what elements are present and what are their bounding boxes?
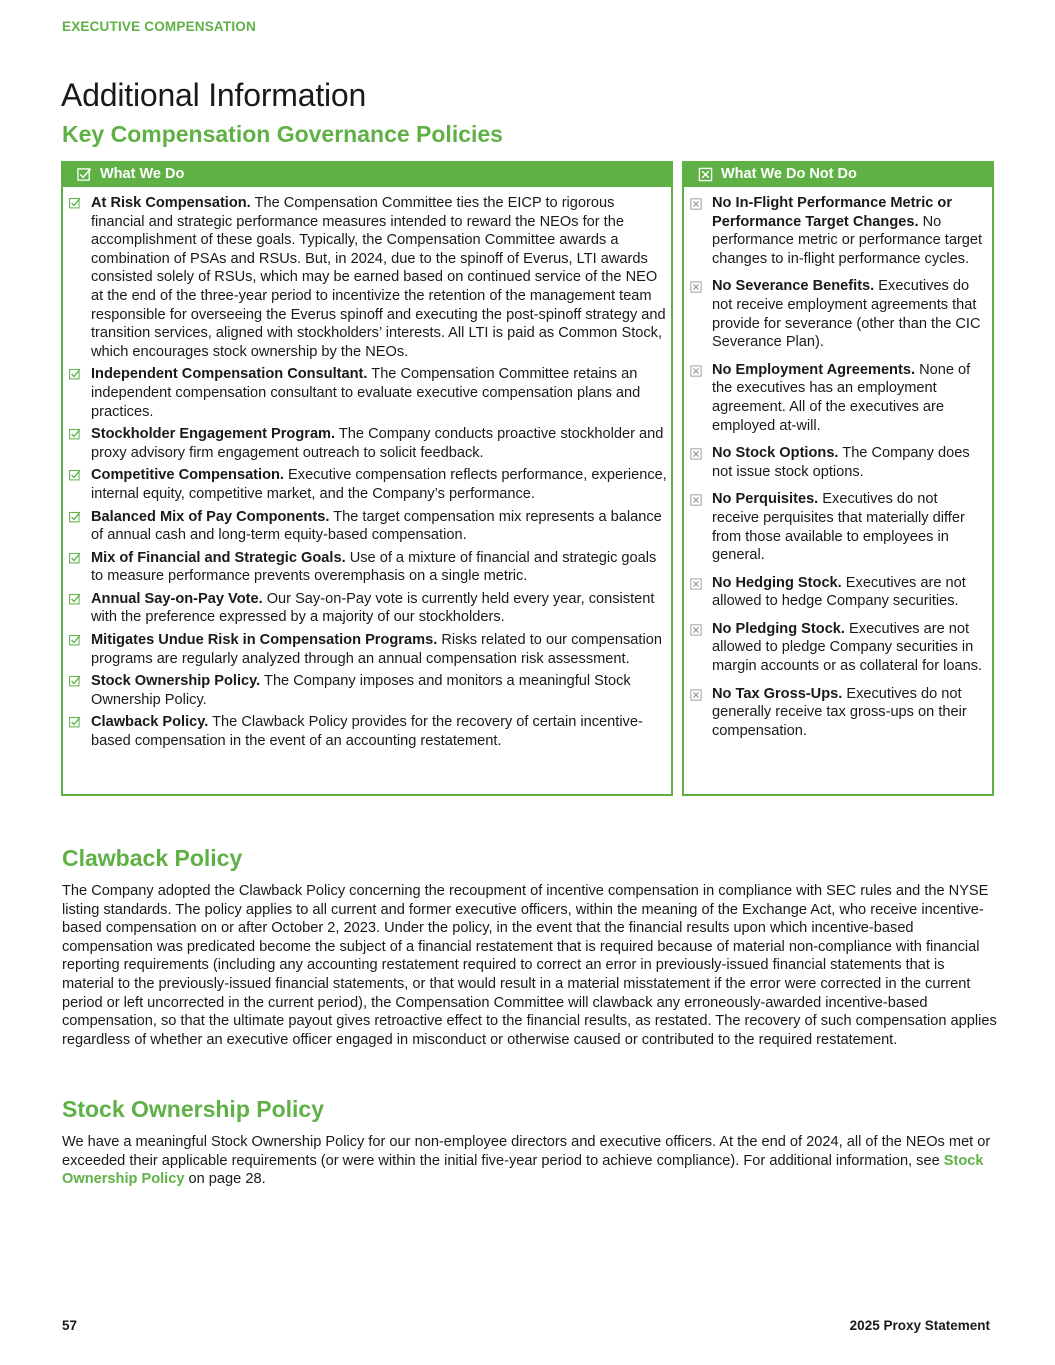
policy-item-title: Stock Ownership Policy. [91, 673, 261, 690]
policy-item-text: Executives do not generally receive tax gross-ups on their compensation. [712, 685, 967, 739]
policy-item-title: No Pledging Stock. [712, 620, 845, 637]
policy-item-text: Executives do not receive perquisites that materially differ from those available to employees in general. [712, 491, 965, 564]
policy-item-text: The Company conducts proactive stockholder and proxy advisory firm engagement outreach to solicit feedback. [91, 426, 664, 461]
policy-item-title: Mitigates Undue Risk in Compensation Programs. [91, 632, 438, 649]
checkbox-x-icon [690, 365, 702, 377]
policy-item [63, 365, 671, 421]
checkbox-checked-icon [69, 552, 81, 564]
policy-item-title: At Risk Compensation. [91, 195, 251, 211]
policy-item-text: Risks related to our compensation programs are regularly analyzed through an annual compensation risk assessment. [91, 632, 662, 667]
policy-item [684, 277, 992, 351]
policy-item-title: No Stock Options. [712, 445, 839, 462]
checkbox-checked-icon [69, 469, 81, 481]
checkbox-checked-icon [77, 167, 92, 182]
policy-item-title: No Perquisites. [712, 491, 819, 508]
page-title: Additional Information [61, 77, 367, 113]
page-number: 57 [62, 1318, 78, 1333]
checkbox-x-icon [690, 578, 702, 590]
policy-item-text: The Clawback Policy provides for the recovery of certain incentive-based compensation in the event of an accounting restatement. [91, 714, 643, 750]
policy-item [684, 620, 992, 676]
checkbox-x-icon [690, 198, 702, 210]
checkbox-checked-icon [69, 675, 81, 687]
what-we-do-heading: What We Do [100, 166, 185, 182]
policy-item-text: The Compensation Committee retains an independent compensation consultant to evaluate executive compensation plans and practices. [91, 366, 641, 420]
policy-item-title: Independent Compensation Consultant. [91, 366, 368, 383]
checkbox-x-icon [690, 281, 702, 293]
policy-item-text: Use of a mixture of financial and strategic goals to measure performance prevents overemphasis on a single metric. [91, 549, 657, 585]
policy-item [684, 490, 992, 564]
policy-item [63, 466, 671, 503]
what-we-do-box [61, 161, 673, 796]
policy-item-title: Stockholder Engagement Program. [91, 426, 336, 443]
policy-item [684, 685, 992, 741]
what-we-do-not-header [684, 161, 992, 187]
policy-item [63, 631, 671, 668]
checkbox-x-icon [698, 167, 713, 182]
policy-item-text: The Company imposes and monitors a meaningful Stock Ownership Policy. [91, 673, 631, 708]
clawback-body: The Company adopted the Clawback Policy concerning the recoupment of incentive compensation in compliance with SEC rules and the NYSE listing standards. The policy applies to all current and former executive officers, within the meaning of the Exchange Act, who receive incentive-based compensation on or after October 2, 2023. Under the policy, in the event that the financial results upon which incentive-based compensation was predicated become the subject of a financial restatement that is required because of material non-compliance with financial reporting requirements (including any accounting restatement required to correct an error in previously-issued financial statements that is material to the previously-issued financial statements, or that would result in a material misstatement if the error were corrected in the current period or left uncorrected in the current period), the Compensation Committee will clawback any erroneously-awarded incentive-based compensation, so that the ultimate payout gives retroactive effect to the financial results, as restated. The recovery of such compensation applies regardless of whether an executive officer engaged in misconduct or otherwise caused or contributed to the required restatement. [62, 883, 997, 1048]
stock-ownership-text-before: We have a meaningful Stock Ownership Policy for our non-employee directors and executive officers. At the end of 2024, all of the NEOs met or exceeded their applicable requirements (or were within the initial five-year period to achieve compliance). For additional information, see [62, 1134, 991, 1169]
policy-item-title: Annual Say-on-Pay Vote. [91, 590, 263, 607]
policy-item-text: Our Say-on-Pay vote is currently held every year, consistent with the preference expressed by a majority of our stockholders. [91, 590, 655, 626]
policy-item-title: Clawback Policy. [91, 714, 209, 731]
policy-item [63, 549, 671, 586]
policy-item [63, 425, 671, 462]
stock-ownership-text-after: on page 28. [184, 1171, 266, 1188]
policy-item-title: No In-Flight Performance Metric or Performance Target Changes. [712, 195, 953, 230]
checkbox-checked-icon [69, 197, 81, 209]
policy-item-text: None of the executives has an employment agreement. All of the executives are employed at-will. [712, 361, 971, 434]
policy-item-text: Executives are not allowed to hedge Company securities. [712, 574, 966, 610]
what-we-do-not-list [684, 187, 992, 740]
clawback-heading: Clawback Policy [62, 845, 243, 871]
policy-item [63, 508, 671, 545]
checkbox-checked-icon [69, 428, 81, 440]
checkbox-checked-icon [69, 593, 81, 605]
stock-ownership-policy-link[interactable]: Stock Ownership Policy [62, 1152, 984, 1188]
checkbox-x-icon [690, 448, 702, 460]
policy-item [684, 574, 992, 611]
checkbox-x-icon [690, 494, 702, 506]
checkbox-checked-icon [69, 368, 81, 380]
governance-subtitle: Key Compensation Governance Policies [62, 121, 503, 147]
policy-item-text: Executives are not allowed to pledge Company securities in margin accounts or as collateral for loans. [712, 620, 983, 675]
policy-item-title: Competitive Compensation. [91, 467, 284, 484]
checkbox-checked-icon [69, 716, 81, 728]
policy-item-text: The target compensation mix represents a balance of annual cash and long-term equity-based compensation. [91, 508, 662, 544]
policy-item-text: Executives do not receive employment agreements that provide for severance (other than the CIC Severance Plan). [712, 278, 981, 351]
policy-item-text: Executive compensation reflects performance, experience, internal equity, competitive market, and the Company’s performance. [91, 467, 667, 502]
policy-item-title: No Severance Benefits. [712, 278, 875, 295]
checkbox-checked-icon [69, 634, 81, 646]
policy-item [684, 444, 992, 481]
policy-item [63, 590, 671, 627]
policy-item [684, 194, 992, 268]
checkbox-x-icon [690, 689, 702, 701]
section-label: EXECUTIVE COMPENSATION [62, 19, 256, 34]
policy-item-text: The Company does not issue stock options. [712, 445, 970, 480]
policy-item [63, 672, 671, 709]
policy-item-title: No Employment Agreements. [712, 361, 916, 378]
document-name: 2025 Proxy Statement [849, 1318, 990, 1333]
policy-item-title: No Tax Gross-Ups. [712, 685, 843, 702]
policy-item-title: No Hedging Stock. [712, 574, 842, 591]
policy-item-text: The Compensation Committee ties the EICP to rigorous financial and strategic performance measures intended to reward the NEOs for the accomplishment of these goals. Typically, the Compensation Committee awards a combination of PSAs and RSUs. But, in 2024, due to the spinoff of Everus, LTI awards consisted solely of RSUs, which may be earned based on continued service of the NEO at the end of the three-year period to incentivize the retention of the management team responsible for overseeing the Everus spinoff and executing the post-spinoff strategy and transition services, aligned with stockholders’ interests. All LTI is paid as Common Stock, which encourages stock ownership by the NEOs. [91, 195, 666, 360]
policy-item [63, 194, 671, 361]
what-we-do-not-box [682, 161, 994, 796]
what-we-do-list [63, 187, 671, 751]
policy-item-title: Balanced Mix of Pay Components. [91, 508, 330, 525]
what-we-do-not-heading: What We Do Not Do [721, 166, 857, 182]
policy-item-text: No performance metric or performance target changes to in-flight performance cycles. [712, 213, 983, 267]
policy-item [63, 713, 671, 750]
checkbox-x-icon [690, 624, 702, 636]
what-we-do-header [63, 161, 671, 187]
stock-ownership-body [62, 1133, 997, 1189]
policy-item-title: Mix of Financial and Strategic Goals. [91, 549, 346, 566]
policy-item [684, 361, 992, 435]
checkbox-checked-icon [69, 511, 81, 523]
stock-ownership-heading: Stock Ownership Policy [62, 1096, 325, 1122]
